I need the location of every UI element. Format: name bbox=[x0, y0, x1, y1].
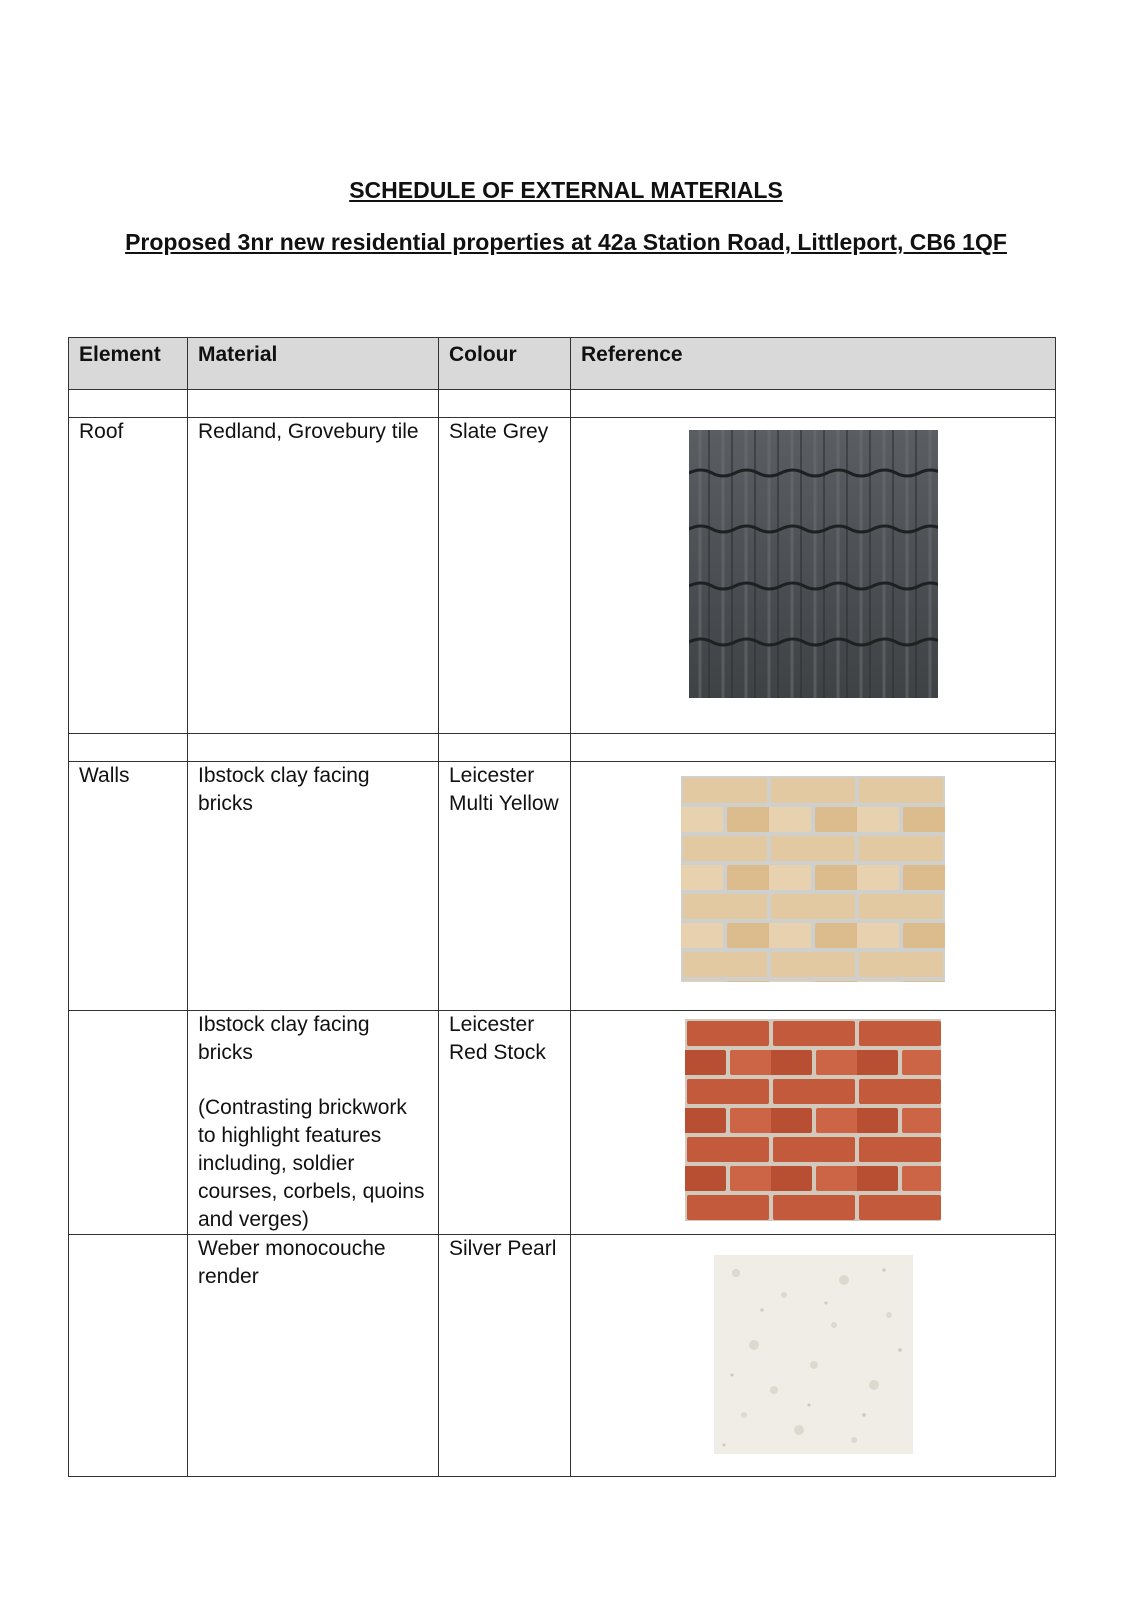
material-cell bbox=[188, 1011, 439, 1235]
colour-cell: Silver Pearl bbox=[439, 1235, 571, 1477]
material-cell: Redland, Grovebury tile bbox=[188, 418, 439, 734]
material-cell: Weber monocouche render bbox=[188, 1235, 439, 1477]
header-element: Element bbox=[69, 338, 188, 390]
slate-roof-tile-image bbox=[689, 430, 938, 698]
colour-cell: Slate Grey bbox=[439, 418, 571, 734]
reference-cell bbox=[571, 418, 1056, 734]
colour-cell: Leicester Red Stock bbox=[439, 1011, 571, 1235]
spacer-row bbox=[69, 734, 1056, 762]
render-texture-image bbox=[714, 1255, 913, 1454]
header-material: Material bbox=[188, 338, 439, 390]
element-cell: Roof bbox=[69, 418, 188, 734]
header-reference: Reference bbox=[571, 338, 1056, 390]
element-cell bbox=[69, 1235, 188, 1477]
table-row bbox=[69, 418, 1056, 734]
reference-cell bbox=[571, 762, 1056, 1011]
table-header-row bbox=[69, 338, 1056, 390]
yellow-brick-image bbox=[681, 776, 945, 982]
table-row bbox=[69, 1235, 1056, 1477]
element-cell: Walls bbox=[69, 762, 188, 1011]
material-note: (Contrasting brickwork to highlight features including, soldier courses, corbels, quoins and verges) bbox=[198, 1096, 425, 1231]
header-colour: Colour bbox=[439, 338, 571, 390]
element-cell bbox=[69, 1011, 188, 1235]
table-row bbox=[69, 762, 1056, 1011]
colour-cell: Leicester Multi Yellow bbox=[439, 762, 571, 1011]
table-row bbox=[69, 1011, 1056, 1235]
red-brick-image bbox=[685, 1019, 941, 1221]
spacer-row bbox=[69, 390, 1056, 418]
reference-cell bbox=[571, 1235, 1056, 1477]
material-text: Ibstock clay facing bricks bbox=[198, 1013, 370, 1064]
page-subtitle: Proposed 3nr new residential properties at 42a Station Road, Littleport, CB6 1QF bbox=[125, 229, 1007, 255]
material-cell: Ibstock clay facing bricks bbox=[188, 762, 439, 1011]
page-title: SCHEDULE OF EXTERNAL MATERIALS bbox=[349, 177, 783, 203]
reference-cell bbox=[571, 1011, 1056, 1235]
materials-table bbox=[68, 337, 1056, 1477]
